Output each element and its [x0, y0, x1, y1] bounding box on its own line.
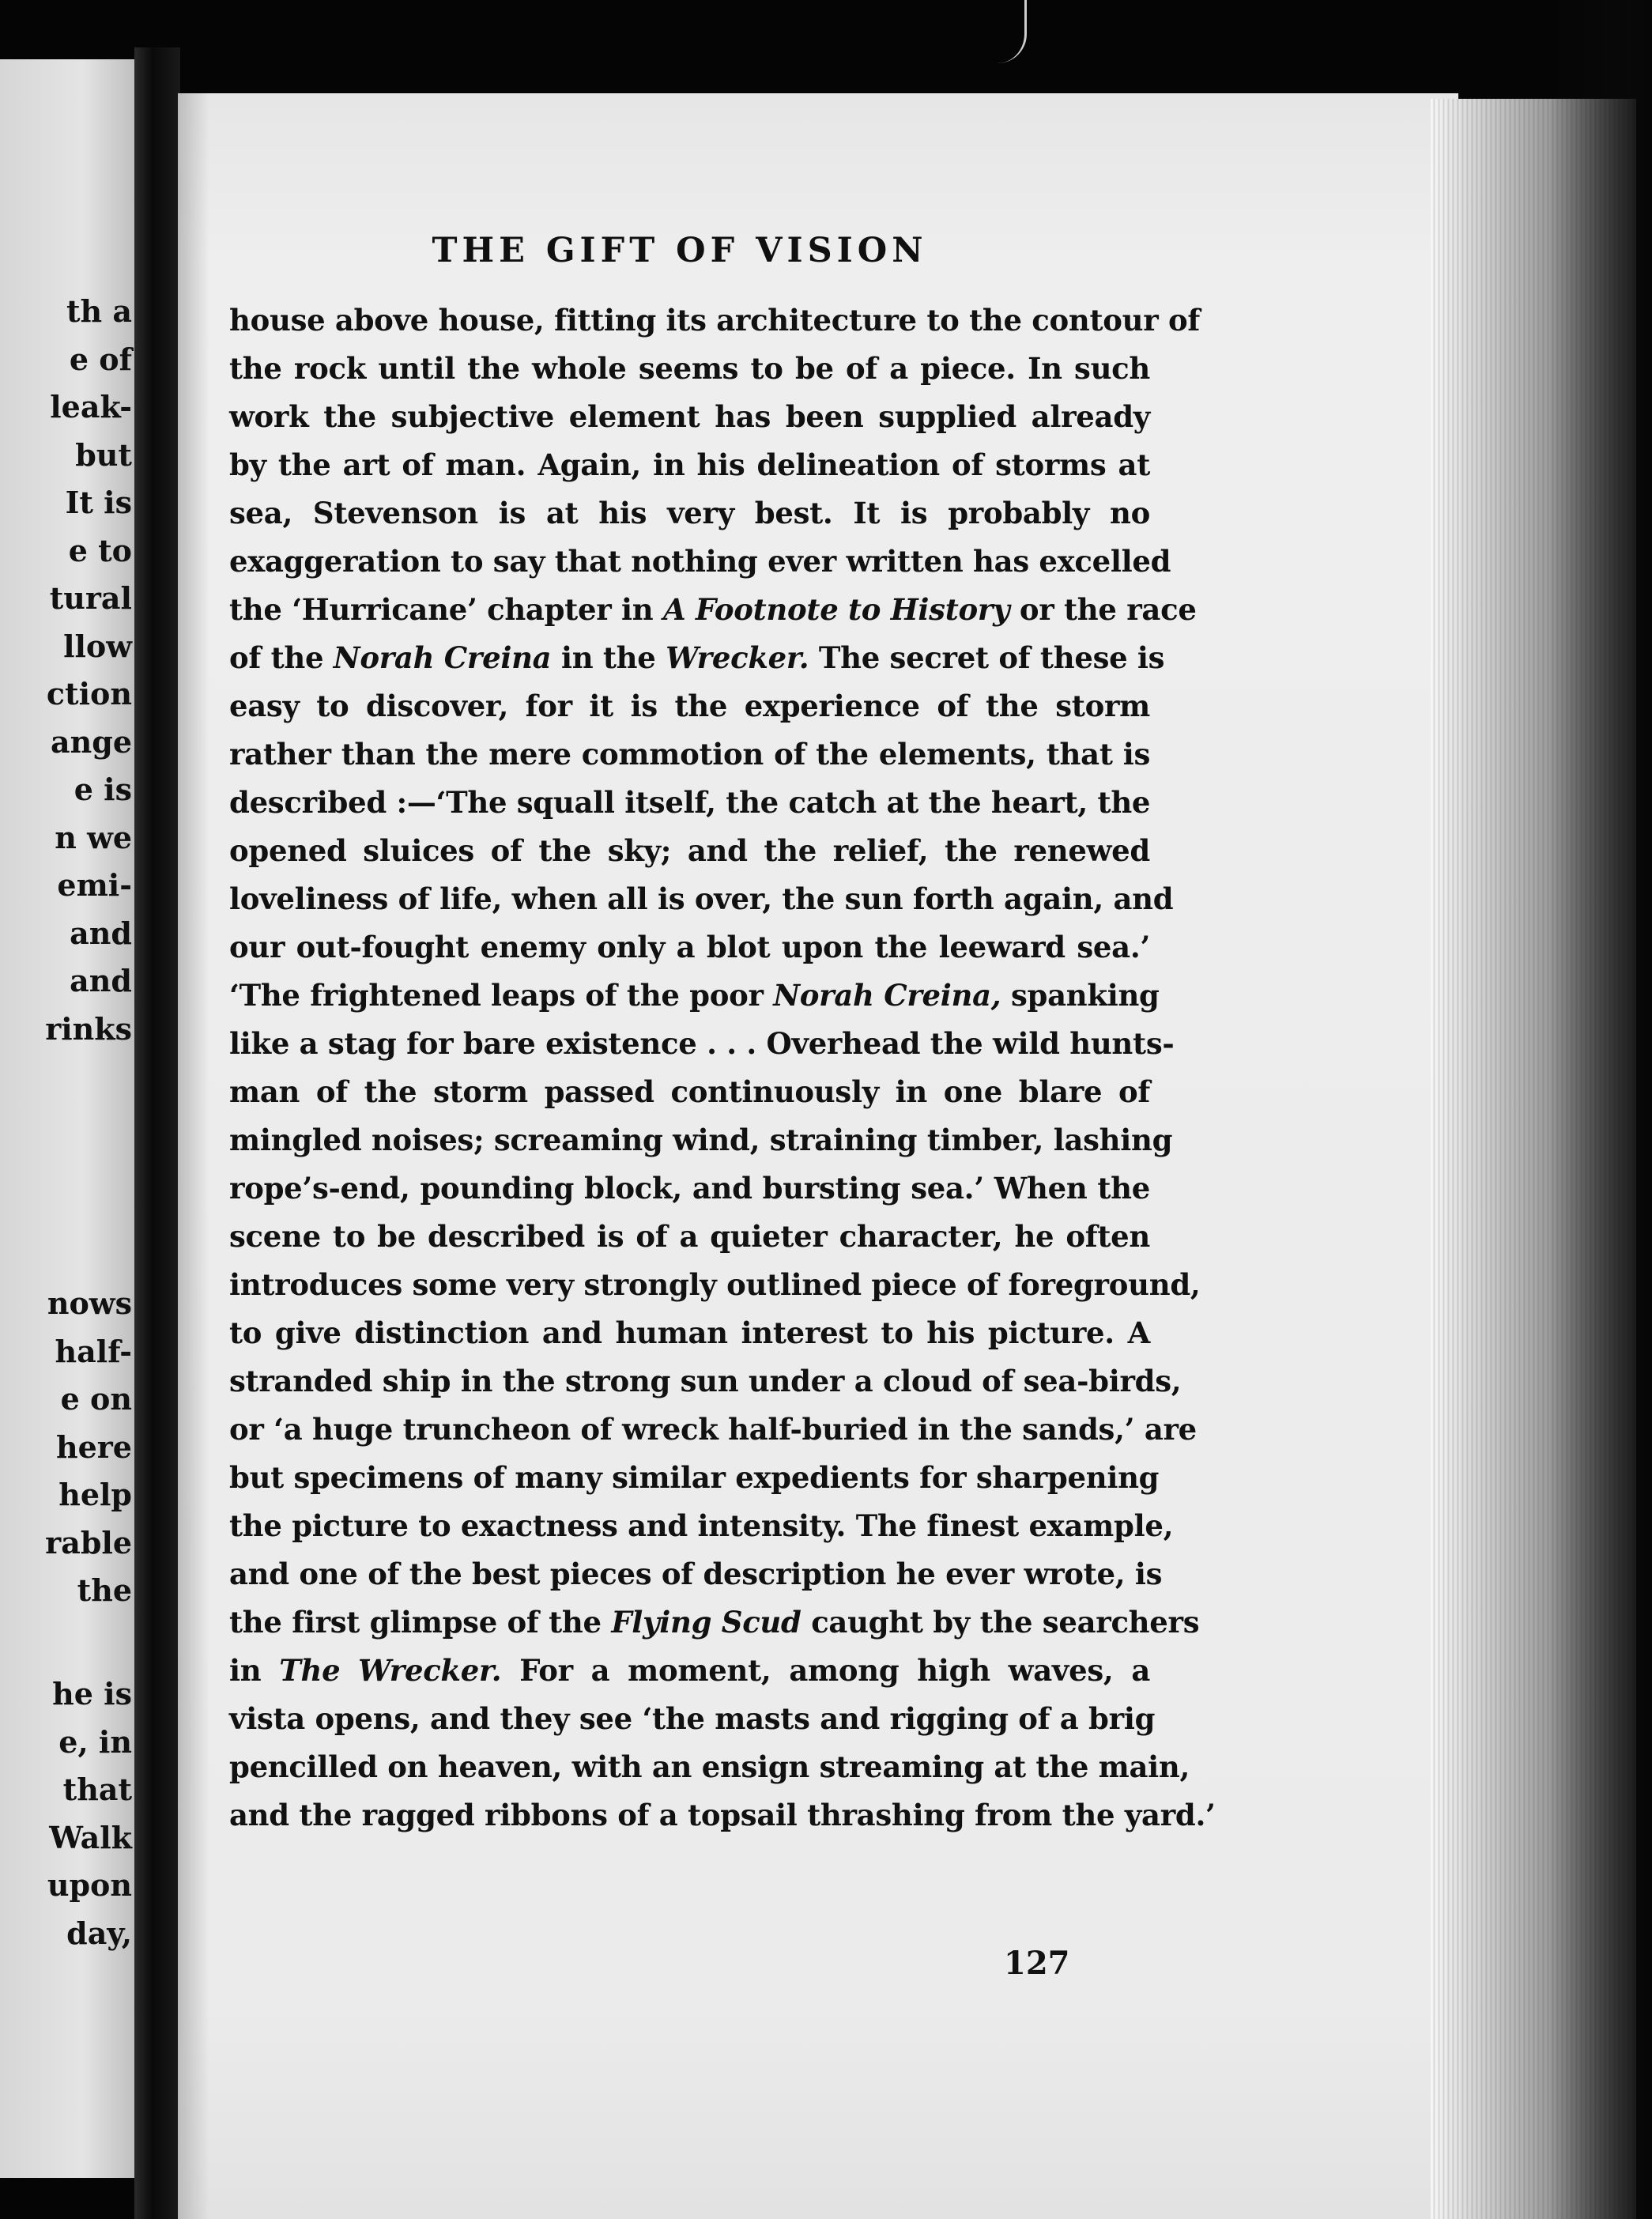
text-line [229, 586, 1197, 634]
left-page-fragment: emi- [57, 867, 132, 903]
text-line [229, 1647, 1150, 1695]
text-line [229, 923, 1150, 972]
left-page-fragment: It is [65, 485, 132, 520]
text-line [229, 345, 1150, 393]
text-line [229, 875, 1174, 923]
text-line [229, 1116, 1173, 1164]
text-line [229, 538, 1171, 586]
left-facing-page [0, 59, 138, 2178]
text-run: of the [229, 640, 334, 675]
text-run: ‘The frightened leaps of the poor [229, 978, 774, 1013]
text-run: the rock until the whole seems to be of a piece. In such [229, 351, 1150, 386]
left-page-fragment: that [62, 1772, 132, 1807]
italic-title: A Footnote to History [662, 592, 1010, 627]
text-line [229, 296, 1201, 345]
left-page-fragment: rinks [45, 1010, 132, 1047]
left-page-fragment: Walk [49, 1819, 132, 1855]
page-number: 127 [1004, 1945, 1070, 1982]
text-run: house above house, fitting its architecture to the contour of [229, 303, 1201, 338]
left-page-fragment: rable [45, 1524, 132, 1560]
left-page-fragment: and [70, 915, 132, 951]
text-run: spanking [1001, 978, 1160, 1013]
text-line [229, 489, 1150, 538]
text-line [229, 1164, 1150, 1213]
body-text [229, 296, 1216, 1840]
italic-title: The Wrecker. [279, 1653, 502, 1688]
text-line [229, 1598, 1200, 1647]
text-line [229, 1309, 1150, 1357]
text-run: the ‘Hurricane’ chapter in [229, 592, 663, 627]
left-page-fragment: upon [47, 1867, 132, 1903]
left-page-fragment: e to [68, 532, 132, 568]
text-run: or ‘a huge truncheon of wreck half-buried in the sands,’ are [229, 1412, 1197, 1447]
text-run: the picture to exactness and intensity. The finest example, [229, 1508, 1174, 1543]
text-run: in the [551, 640, 666, 675]
italic-title: Norah Creina, [773, 978, 1001, 1013]
left-page-fragment: ange [51, 723, 132, 760]
text-run: scene to be described is of a quieter character, he often [229, 1219, 1150, 1254]
left-page-fragment: half- [55, 1333, 132, 1369]
left-page-fragment: e, in [58, 1723, 132, 1760]
text-run: pencilled on heaven, with an ensign streaming at the main, [229, 1749, 1190, 1784]
text-run: man of the storm passed continuously in one blare of [229, 1074, 1150, 1109]
text-line [229, 827, 1150, 875]
italic-title: Wrecker. [666, 640, 809, 675]
text-line [229, 1213, 1150, 1261]
text-line [229, 1406, 1197, 1454]
text-run: and one of the best pieces of description he ever wrote, is [229, 1557, 1163, 1591]
left-page-fragment: but [75, 436, 132, 473]
text-line [229, 441, 1150, 489]
text-line [229, 1743, 1190, 1791]
italic-title: Flying Scud [611, 1605, 801, 1640]
text-line [229, 779, 1150, 827]
left-page-fragment: n we [55, 819, 132, 855]
text-run: our out-fought enemy only a blot upon the leeward sea.’ [229, 930, 1150, 964]
text-run: to give distinction and human interest to his picture. A [229, 1315, 1150, 1350]
text-line [229, 682, 1150, 730]
left-page-fragment: llow [63, 628, 132, 664]
text-line [229, 393, 1150, 441]
text-run: or the race [1009, 592, 1197, 627]
text-line [229, 1695, 1156, 1743]
left-page-fragment: here [55, 1428, 132, 1465]
text-run: easy to discover, for it is the experience of the storm [229, 689, 1150, 723]
text-run: The secret of these is [809, 640, 1165, 675]
left-page-fragment: help [58, 1477, 132, 1512]
text-run: vista opens, and they see ‘the masts and rigging of a brig [229, 1701, 1156, 1736]
text-run: the first glimpse of the [229, 1605, 612, 1640]
text-run: like a stag for bare existence . . . Overhead the wild hunts- [229, 1026, 1175, 1061]
left-page-fragment: e on [60, 1381, 132, 1417]
left-page-fragment: th a [66, 293, 132, 329]
text-run: stranded ship in the strong sun under a cloud of sea-birds, [229, 1364, 1182, 1398]
text-line [229, 1068, 1150, 1116]
text-run: described :—‘The squall itself, the catch at the heart, the [229, 785, 1151, 820]
left-page-fragment: the [77, 1572, 132, 1608]
book-gutter [134, 47, 180, 2219]
text-run: rather than the mere commotion of the elements, that is [229, 737, 1150, 772]
text-run: work the subjective element has been supplied already [229, 399, 1150, 434]
text-run: loveliness of life, when all is over, the sun forth again, and [229, 881, 1174, 916]
text-run: by the art of man. Again, in his delineation of storms at [229, 447, 1150, 482]
left-page-fragment: nows [47, 1285, 132, 1321]
text-line [229, 1550, 1163, 1598]
text-run: opened sluices of the sky; and the relief, the renewed [229, 833, 1150, 868]
text-run: sea, Stevenson is at his very best. It is probably no [229, 496, 1150, 530]
left-page-fragment: ction [46, 676, 132, 711]
left-page-fragment: tural [49, 580, 132, 616]
text-run: introduces some very strongly outlined piece of foreground, [229, 1267, 1201, 1302]
scan-edge-mark [998, 0, 1027, 63]
text-line [229, 972, 1160, 1020]
left-page-fragment: day, [66, 1915, 132, 1951]
text-run: exaggeration to say that nothing ever written has excelled [229, 544, 1171, 579]
text-run: and the ragged ribbons of a topsail thrashing from the yard.’ [229, 1798, 1216, 1832]
text-run: For a moment, among high waves, a [501, 1653, 1150, 1688]
running-head: THE GIFT OF VISION [432, 231, 928, 270]
scan-dark-margin [1549, 0, 1652, 2219]
text-line [229, 634, 1165, 682]
italic-title: Norah Creina [333, 640, 552, 675]
text-run: but specimens of many similar expedients for sharpening [229, 1460, 1160, 1495]
text-line [229, 1020, 1175, 1068]
left-page-fragment: e of [69, 341, 132, 377]
text-run: in [229, 1653, 280, 1688]
text-run: mingled noises; screaming wind, straining timber, lashing [229, 1123, 1173, 1157]
text-line [229, 1791, 1216, 1840]
text-line [229, 1261, 1201, 1309]
left-page-fragment: leak- [50, 389, 132, 425]
text-line [229, 730, 1150, 779]
left-page-fragment: and [70, 963, 132, 998]
left-page-fragment: e is [74, 772, 132, 807]
text-line [229, 1454, 1160, 1502]
left-page-fragment: he is [52, 1676, 132, 1711]
text-line [229, 1357, 1182, 1406]
text-run: rope’s-end, pounding block, and bursting sea.’ When the [229, 1171, 1150, 1206]
text-run: caught by the searchers [801, 1605, 1200, 1640]
text-line [229, 1502, 1174, 1550]
